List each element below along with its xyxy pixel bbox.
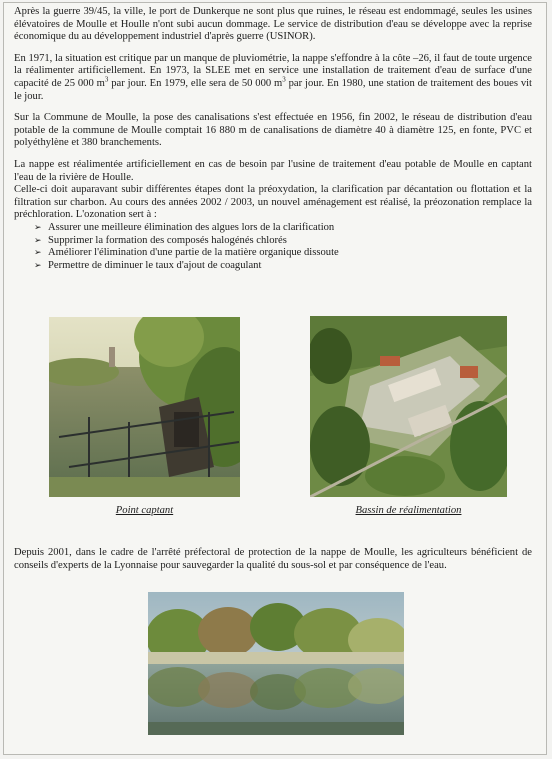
paragraph-1971 bbox=[14, 53, 532, 103]
list-item bbox=[34, 222, 532, 235]
caption-point-captant: Point captant bbox=[115, 505, 174, 516]
superscript-cubic: 3 bbox=[104, 75, 109, 84]
photo-bassin-realimentation bbox=[310, 316, 507, 497]
list-item bbox=[34, 247, 532, 260]
list-item bbox=[34, 235, 532, 248]
paragraph-treatment: Celle-ci doit auparavant subir différentes étapes dont la préoxydation, la clarification par décantation ou flottation et la filtration sur charbon. Au cours des années 2002 / 2003, un nouvel aménagement est réalisé, la préozonation remplace la préchloration. L'ozonation sert à : bbox=[14, 184, 532, 221]
paragraph-1971-part-b: par jour. En 1979, elle sera de 50 000 m bbox=[108, 77, 283, 89]
superscript-cubic: 3 bbox=[282, 75, 286, 84]
photo-point-captant bbox=[49, 317, 240, 497]
arrow-right-icon: ➢ bbox=[34, 222, 42, 233]
arrow-right-icon: ➢ bbox=[34, 248, 42, 259]
list-item-text: Supprimer la formation des composés halogénés chlorés bbox=[48, 234, 287, 246]
caption-bassin-realimentation: Bassin de réalimentation bbox=[355, 505, 462, 516]
arrow-right-icon: ➢ bbox=[34, 235, 42, 246]
paragraph-protection: Depuis 2001, dans le cadre de l'arrêté préfectoral de protection de la nappe de Moulle, les agriculteurs bénéficient de conseils d'experts de la Lyonnaise pour sauvegarder la qualité du sous-sol et par conséquence de l'eau. bbox=[14, 547, 532, 571]
photo-river-landscape-image bbox=[148, 592, 404, 735]
paragraph-history: Après la guerre 39/45, la ville, le port de Dunkerque ne sont plus que ruines, le réseau est endommagé, seules les usines élévatoires de Moulle et Houlle n'ont subi aucun dommage. Le service de distribution d'eau se développe avec la reprise économique du au développement industriel d'après guerre (USINOR). bbox=[14, 6, 532, 43]
ozonation-list bbox=[14, 222, 532, 272]
arrow-right-icon: ➢ bbox=[34, 260, 42, 271]
photo-bassin-realimentation-image bbox=[310, 316, 507, 497]
paragraph-network: Sur la Commune de Moulle, la pose des canalisations s'est effectuée en 1956, fin 2002, le réseau de distribution d'eau potable de la commune de Moulle comptait 16 880 m de canalisations de diamètre 40 à diamètre 125, en fonte, PVC et polyéthylène et 380 branchements. bbox=[14, 112, 532, 149]
photo-river-landscape bbox=[148, 592, 404, 735]
paragraph-recharge: La nappe est réalimentée artificiellement en cas de besoin par l'usine de traitement d'eau potable de Moulle en captant l'eau de la rivière de Houlle. bbox=[14, 158, 532, 183]
list-item-text: Assurer une meilleure élimination des algues lors de la clarification bbox=[48, 221, 335, 233]
photo-point-captant-image bbox=[49, 317, 240, 497]
paragraph-1971-part-a: En 1971, la situation est critique par un manque de pluviométrie, la nappe s'effondre à la côte –26, il faut de toute urgence la réalimenter artificiellement. En 1973, la SLEE met en service une installation de traitement d'eau de surface d'une capacité de 25 000 m bbox=[14, 52, 532, 89]
list-item bbox=[34, 260, 532, 273]
list-item-text: Permettre de diminuer le taux d'ajout de coagulant bbox=[48, 259, 262, 271]
list-item-text: Améliorer l'élimination d'une partie de la matière organique dissoute bbox=[48, 247, 339, 259]
paragraph-1971-part-c: par jour. En 1980, une station de traitement des boues vit le jour. bbox=[14, 77, 532, 102]
document-body bbox=[14, 6, 532, 272]
